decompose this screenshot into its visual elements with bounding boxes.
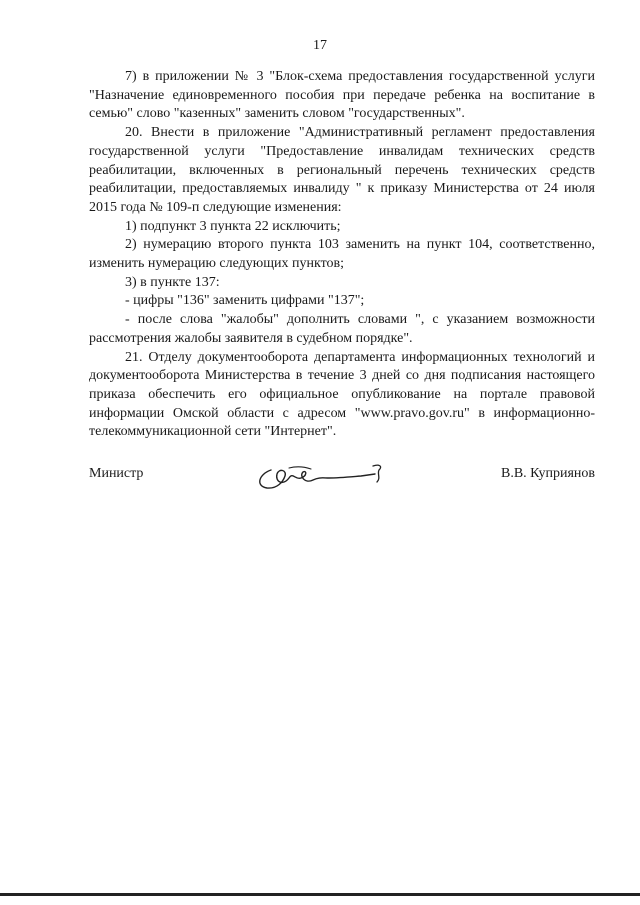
handwritten-signature [249,456,399,496]
paragraph-7: 7) в приложении № 3 "Блок-схема предоставления государственной услуги "Назначение единовременного пособия при передаче ребенка на воспитание в семью" слово "казенных" заменить словом "государственных". [89,69,595,122]
subitem-3: 3) в пункте 137: [125,274,220,290]
page-number: 17 [313,38,327,53]
signature-block [89,456,595,496]
subitem-1: 1) подпункт 3 пункта 22 исключить; [125,218,341,234]
scan-bottom-border [0,893,640,896]
paragraph-21: 21. Отделу документооборота департамента информационных технологий и документооборота Министерства в течение 3 дней со дня подписания настоящего приказа обеспечить его официальное опубликование на портале правовой информации Омской области с адресом "www.pravo.gov.ru" в информационно-телекоммуникационной сети "Интернет". [89,349,595,440]
subitem-3-dash-2: - после слова "жалобы" дополнить словами ", с указанием возможности рассмотрения жалобы заявителя в судебном порядке". [89,312,595,346]
document-body [89,68,595,442]
signatory-name: В.В. Куприянов [501,466,595,481]
paragraph-20: 20. Внести в приложение "Административный регламент предоставления государственной услуги "Предоставление инвалидам технических средств реабилитации, включенных в региональный перечень технических средств реабилитации, предоставляемых инвалиду " к приказу Министерства от 24 июля 2015 года № 109-п следующие изменения: [89,125,595,215]
subitem-3-dash-1: - цифры "136" заменить цифрами "137"; [125,293,365,309]
subitem-2: 2) нумерацию второго пункта 103 заменить на пункт 104, соответственно, изменить нумерацию следующих пунктов; [89,237,595,272]
signatory-title: Министр [89,466,144,481]
